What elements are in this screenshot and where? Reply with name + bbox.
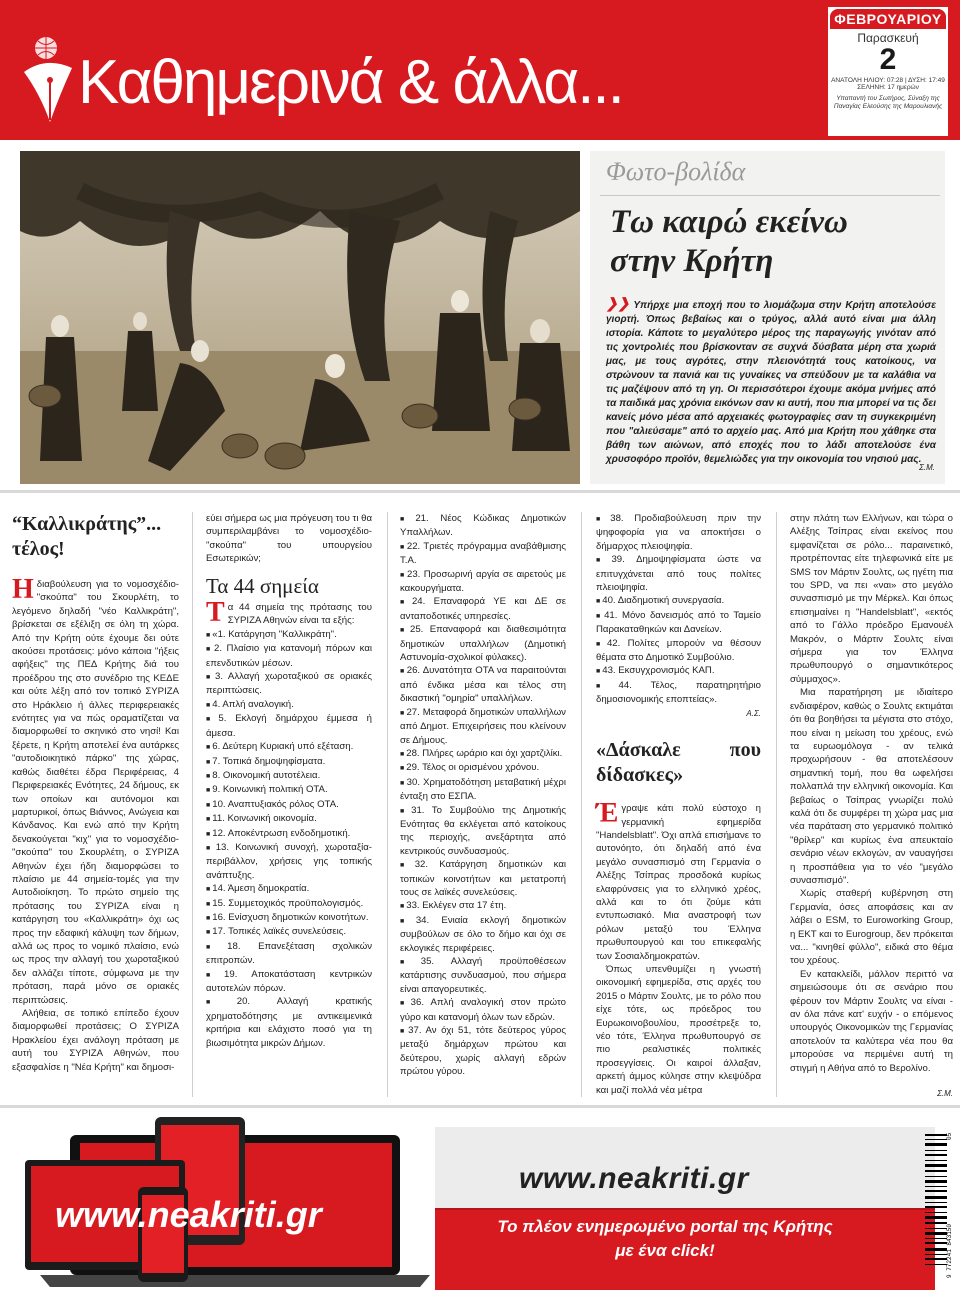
date-box	[826, 5, 950, 138]
article-paragraph: εύει σήμερα ως μια πρόγευση του τι θα συμπεριλαμβάνει το νομοσχέδιο-"σκούπα" του υπουργείου Εσωτερικών;	[206, 513, 373, 565]
signature: Α.Σ.	[746, 708, 761, 718]
list-item: ■ 35. Αλλαγή προϋποθέσεων κατάρτισης συνδυασμού, που σήμερα είναι απαγορευτικές.	[400, 955, 566, 996]
signature: Σ.Μ.	[937, 1089, 953, 1099]
list-item: ■ 24. Επαναφορά ΥΕ και ΔΕ σε ανταποδοτικές υπηρεσίες.	[400, 595, 566, 623]
list-item: ■ 15. Συμμετοχικός προϋπολογισμός.	[206, 897, 372, 911]
column-daskale	[596, 512, 761, 1097]
points-list	[596, 512, 761, 707]
ad-banner	[435, 1127, 935, 1290]
moon-phase: ΣΕΛΗΝΗ: 17 ημερών	[857, 84, 919, 91]
article-paragraph: Αλήθεια, σε τοπικό επίπεδο έχουν διαμορφωθεί προτάσεις; Ο ΣΥΡΙΖΑ Ηρακλείου έχει ανάλογη πρόταση με αυτή του ΣΥΡΙΖΑ Αθηνών, που εξασφαλίσε η "Νέα Κρήτη" και δημοσι-	[12, 1008, 179, 1073]
feature-body	[606, 296, 936, 467]
ad-url[interactable]: www.neakriti.gr	[519, 1162, 749, 1195]
list-item: ■ 39. Δημοψηφίσματα ώστε να επιτυγχάνεται από τους πολίτες πλειοψηφία.	[596, 553, 761, 594]
list-item: ■ «1. Κατάργηση "Καλλικράτη".	[206, 628, 372, 642]
issue-code: 05	[946, 1132, 953, 1140]
saint-of-day: Υπαπαντή του Σωτήρος, Σύναξη της Παναγίας Ελεούσης της Μαρουλιανής	[833, 95, 943, 110]
quote-mark-icon: ❯❯	[606, 295, 630, 311]
list-item: ■ 37. Αν όχι 51, τότε δεύτερος γύρος μεταξύ δημάρχων πρώτου και δεύτερου, χωρίς αλλαγή εδρών πρώτου γύρου.	[400, 1024, 566, 1079]
paragraph-text: διαβούλευση για το νομοσχέδιο-"σκούπα" του Σκουρλέτη, το λεγόμενο δηλαδή "νέο Καλλικράτη", βρίσκεται σε εξέλιξη σε όλη τη χώρα. Από την Κρήτη ούτε έχουμε δει ούτε ακούσει προτάσεις: μόνο κάποια "ήξεις αφήξεις" της ΠΕΔ Κρήτης διά του προέδρου της στο συνέδριο της ΚΕΔΕ και ούτε λέξη από τον τοπικό ΣΥΡΙΖΑ στο Ηράκλειο ή άλλες περιφερειακές ενότητες για να πώς οραματίζεται να διαμορφωθεί το σκηνικό στο νησί! Και ξέρετε, η Κρήτη αποτελεί ένα αυτάρκες "αυτοδιοικητικό πάρκο" της χώρας, καθώς διαθέτει έδρα Περιφέρειας, 4 Περιφερειακές Ενότητες, 24 δήμους, εκ των οποίων και αυτόνομοι και μαρτυρικοί, όπως Βιάννος, Ανώγεια και Κάνδανος. Και ενώ από την Κρήτη δενακούγεται "κιχ" για το νομοσχέδιο-"σκούπα" του Σκουρλέτη, ο ΣΥΡΙΖΑ Αθηνών έχει ήδη διαμορφώσει το πλαίσιο με 44 σημεία-τομές για την Αυτοδιοίκηση. Το πρώτο σημείο της πρότασης του ΣΥΡΙΖΑ είναι η κατάργηση του «Καλλικράτη» όχι ως προς την εδαφική κάλυψη των δήμων, αλλά ως προς το νομικό πλαίσιο, ενώ ως προς την αλλαγή του χωροταξικού δεν αλλάζει τίποτε, σύμφωνα με την πρόταση, παρά μόνο σε οριακές περιπτώσεις.	[12, 579, 179, 1006]
column-kallikratis	[12, 512, 179, 1074]
article-paragraph: στην πλάτη των Ελλήνων, και τώρα ο Αλέξης Τσίπρας είναι εκείνος που εμφανίζεται σε ρόλο... παραινετικό, προτρέποντας είτε τηλεφωνικά είτε με SMS τον Μάρτιν Σουλτς, ως ηγέτη πια του SPD, να πει «ναι» στο μεγάλο συνασπισμό με την Μέρκελ. Και όπως επισημαίνει η "Handelsblatt", «εκτός από το Γάλλο πρόεδρο Εμανουέλ Μακρόν, ο Μάρτιν Σουλτς είναι σήμερα για τον Έλληνα πρωθυπουργό ο σημαντικότερος σύμμαχος».	[790, 513, 953, 685]
article-paragraph	[206, 597, 372, 629]
barcode-icon	[925, 1128, 953, 1286]
paragraph-text: α 44 σημεία της πρότασης του ΣΥΡΙΖΑ Αθηνών είναι τα εξής:	[227, 602, 372, 627]
column-divider	[192, 512, 193, 1097]
list-item: ■ 22. Τριετές πρόγραμμα αναβάθμισης Τ.Α.	[400, 540, 566, 568]
article-paragraph: Εν κατακλείδι, μάλλον περιττό να σημειώσουμε ότι σε σενάριο που φέρουν τον Μάρτιν Σουλτς να είναι - αν όλα πάνε κατ' ευχήν - ο επόμενος υπουργός Οικονομικών της Γερμανίας αποτελούν τα καλύτερα νέα που θα μπορούσε να περιμένει αυτή τη στιγμή η Αθήνα από το Βερολίνο.	[790, 968, 953, 1074]
article-paragraph: Όπως υπενθυμίζει η γνωστή οικονομική εφημερίδα, στις αρχές του 2015 ο Μάρτιν Σουλτς, με το ρόλο που είχε τότε, ως πρόεδρος του Ευρωκοινοβουλίου, προσέτρεξε το, νέο τότε, Έλληνα πρωθυπουργό σε πιο ρεαλιστικές πολιτικές προσεγγίσεις. Οι καιροί άλλαξαν, αρκετή άμμος κύλησε στην κλεψύδρα και μαζί πολλά νέα μέτρα	[596, 963, 761, 1096]
ad-tagline	[465, 1215, 865, 1263]
list-item: ■ 42. Πολίτες μπορούν να θέσουν θέματα στο Δημοτικό Συμβούλιο.	[596, 637, 761, 665]
article-heading: “Καλλικράτης”... τέλος!	[12, 513, 162, 560]
column-schulz	[790, 512, 953, 1100]
column-divider	[581, 512, 582, 1097]
ad-tagline-line-1: Το πλέον ενημερωμένο portal της Κρήτης	[497, 1217, 833, 1236]
list-item: ■ 16. Ενίσχυση δημοτικών κοινοτήτων.	[206, 911, 372, 925]
list-item: ■ 34. Ενιαία εκλογή δημοτικών συμβούλων σε όλο το δήμο και όχι σε εκλογικές περιφέρειες.	[400, 914, 566, 955]
drop-cap: Έ	[596, 798, 619, 830]
list-item: ■ 40. Διαδημοτική συνεργασία.	[596, 594, 761, 608]
list-item: ■ 8. Οικονομική αυτοτέλεια.	[206, 769, 372, 783]
paragraph-text: γραψε κάτι πολύ εύστοχο η γερμανική εφημερίδα "Handelsblatt". Όχι απλά επισήμανε το αυτονόητο, ότι δηλαδή από ένα μεγάλο συνασπισμό στη Γερμανία ο Αλέξης Τσίπρας προσδοκά κυρίως ελαφρύνσεις για το ελληνικό χρέος, αλλά και το ότι ζούμε κάτι εντυπωσιακό. Μια αναστροφή των ρόλων μεταξύ του Έλληνα πρωθυπουργού και του επικεφαλής των Σοσιαλδημοκρατών.	[596, 803, 761, 962]
list-item: ■ 19. Αποκατάσταση κεντρικών αυτοτελών πόρων.	[206, 968, 372, 996]
masthead-title: Καθημερινά & άλλα...	[78, 48, 623, 117]
day-name: Παρασκευή	[857, 31, 919, 45]
article-heading: «Δάσκαλε που δίδασκες»	[596, 739, 761, 787]
list-item: ■ 33. Εκλέγεν στα 17 έτη.	[400, 899, 566, 913]
list-item: ■ 6. Δεύτερη Κυριακή υπό εξέταση.	[206, 740, 372, 754]
list-item: ■ 13. Κοινωνική συνοχή, χωροταξία-περιβάλλον, χρήσεις γης τοπικής ανάπτυξης.	[206, 841, 372, 882]
photo-feature-box	[590, 151, 945, 484]
drop-cap: Τ	[206, 597, 225, 629]
list-item: ■ 20. Αλλαγή κρατικής χρηματοδότησης με αντικειμενικά κριτήρια και ελάχιστο ποσό για τη βιωσιμότητα μικρών Δήμων.	[206, 995, 372, 1050]
feature-signature: Σ.Μ.	[919, 463, 935, 472]
list-item: ■ 29. Τέλος οι ορισμένου χρόνου.	[400, 761, 566, 775]
list-item: ■ 25. Επαναφορά και διαθεσιμότητα δημοτικών υπαλλήλων (Δημοτική Αστυνομία-σχολικοί φύλακες).	[400, 623, 566, 664]
divider	[600, 195, 940, 196]
divider	[0, 1105, 960, 1108]
list-item: ■ 32. Κατάργηση δημοτικών και τοπικών κοινοτήτων και μετατροπή τους σε λαϊκές συνελεύσεις.	[400, 858, 566, 899]
list-item: ■ 41. Μόνο δανεισμός από το Ταμείο Παρακαταθηκών και Δανείων.	[596, 609, 761, 637]
list-item: ■ 44. Τέλος, παρατηρητήριο δημοσιονομικής εποπτείας».	[596, 679, 761, 707]
list-item: ■ 17. Τοπικές λαϊκές συνελεύσεις.	[206, 925, 372, 939]
list-item: ■ 38. Προδιαβούλευση πριν την ψηφοφορία για να αποκτήσει ο δήμαρχος πλειοψηφία.	[596, 512, 761, 553]
list-item: ■ 2. Πλαίσιο για κατανομή πόρων και επενδυτικών μέσων.	[206, 642, 372, 670]
article-paragraph	[12, 574, 179, 1007]
column-44-points-b	[400, 512, 566, 1079]
list-item: ■ 3. Αλλαγή χωροταξικού σε οριακές περιπτώσεις.	[206, 670, 372, 698]
screen-url: www.neakriti.gr	[55, 1194, 322, 1235]
masthead	[0, 0, 960, 140]
list-item: ■ 23. Προσωρινή αργία σε αιρετούς με κακουργήματα.	[400, 568, 566, 596]
list-item: ■ 28. Πλήρες ωράριο και όχι χαρτζιλίκι.	[400, 747, 566, 761]
points-list	[206, 628, 372, 1050]
column-44-points-a	[206, 512, 372, 1050]
list-item: ■ 7. Τοπικά δημοψηφίσματα.	[206, 755, 372, 769]
month-label: ΦΕΒΡΟΥΑΡΙΟΥ	[830, 9, 946, 29]
column-divider	[776, 512, 777, 1097]
list-item: ■ 26. Δυνατότητα ΟΤΑ να παραιτούνται από ένδικα μέσα και τέλος στη δικαστική "ομηρία" υπαλλήλων.	[400, 664, 566, 705]
list-item: ■ 36. Απλή αναλογική στον πρώτο γύρο και κατανομή όλων των εδρών.	[400, 996, 566, 1024]
section-label: Φωτο-βολίδα	[606, 157, 746, 186]
list-item: ■ 9. Κοινωνική πολιτική ΟΤΑ.	[206, 783, 372, 797]
article-subheading: Τα 44 σημεία	[206, 573, 319, 598]
article-paragraph: Μια παρατήρηση με ιδιαίτερο ενδιαφέρον, καθώς ο Σουλτς εκτιμάται ότι θα βοηθήσει τα μέγιστα στο στόχο, που είναι η μείωση του χρέους, ενώ τα ευρωομόλογα - αν τελικά προχωρήσουν - θα αποτελέσουν σημαντική τομή, που θα ωφελήσει πολλαπλά την ελληνική οικονομία. Και βεβαίως ο Τσίπρας γνωρίζει πολύ καλά ότι δε συμφέρει τη χώρα μας μια νέα παράταση στο γερμανικό πολιτικό "θρίλερ" και κυρίως ένα απευκταίο σενάριο νέων εκλογών, αν ναυαγήσει η προσπάθεια για το νέο "μεγάλο συνασπισμό".	[790, 687, 953, 886]
archive-photo-olive-harvest	[20, 151, 580, 484]
column-divider	[387, 512, 388, 1097]
feature-title-line-1: Τω καιρώ εκείνω	[610, 204, 848, 240]
quill-globe-logo-icon	[20, 34, 78, 126]
drop-cap: Η	[12, 574, 34, 605]
article-paragraph: Χωρίς σταθερή κυβέρνηση στη Γερμανία, όσες αποφάσεις και αν λάβει ο ESM, το Euroworking Group, η ΕΚΤ και το Eurogroup, δεν πρόκειται να... "κινηθεί φύλλο", ειδικά στο θέμα του χρέους.	[790, 888, 953, 967]
feature-title-line-2: στην Κρήτη	[610, 243, 774, 279]
list-item: ■ 30. Χρηματοδότηση μεταβατική μέχρι ένταξη στο ΕΣΠΑ.	[400, 776, 566, 804]
feature-body-text: Υπήρχε μια εποχή που το λιομάζωμα στην Κρήτη αποτελούσε γιορτή. Όπως βεβαίως και ο τρύγος, αλλά αυτό είναι μια άλλη ιστορία. Κάποτε το μεγαλύτερο μέρος της παραγωγής γινόταν από τις χοντρολιές που βρίσκονταν σε συχνά δύσβατα μέρη στα χωριά μας, με τους αγρότες, στην πλειονότητά τους κατοίκους, να στρώνουν τα πανιά και τις γυναίκες να σπεύδουν με τα καλάθια να τις μαζέψουν από τη γη. Οι περισσότεροι έχουμε ακόμα μνήμες από τα παιδικά μας χρόνια εικόνων σαν κι αυτή, που πια μπορεί να τις δει κανείς μόνο μέσα από αρχειακές φωτογραφίες σαν τη συγκεκριμένη που "αλιεύσαμε" από το αρχείο μας. Από μια Κρήτη που χάθηκε στα βάθη των αιώνων, από εποχές που το λάδι αποτελούσε ένα χρυσοφόρο προϊόν, θεμελιώδες για την οικονομία του νησιού μας.	[606, 300, 936, 465]
divider	[0, 490, 960, 493]
list-item: ■ 10. Αναπτυξιακός ρόλος ΟΤΑ.	[206, 798, 372, 812]
feature-title	[610, 203, 848, 281]
list-item: ■ 5. Εκλογή δημάρχου έμμεσα ή άμεσα.	[206, 712, 372, 740]
list-item: ■ 12. Αποκέντρωση ενδοδημοτική.	[206, 827, 372, 841]
list-item: ■ 14. Άμεση δημοκρατία.	[206, 882, 372, 896]
list-item: ■ 43. Εκσυγχρονισμός ΚΑΠ.	[596, 664, 761, 678]
list-item: ■ 18. Επανεξέταση σχολικών επιτροπών.	[206, 940, 372, 968]
list-item: ■ 11. Κοινωνική οικονομία.	[206, 812, 372, 826]
list-item: ■ 31. Το Συμβούλιο της Δημοτικής Ενότητας θα εκλέγεται από κατοίκους της περιοχής, ανεξάρτητα από κεντρικούς συνδυασμούς.	[400, 804, 566, 859]
barcode-number: 9 772241 843150	[946, 1223, 953, 1278]
device-mockups	[0, 1115, 435, 1290]
ad-tagline-line-2: με ένα click!	[615, 1241, 715, 1260]
list-item: ■ 21. Νέος Κώδικας Δημοτικών Υπαλλήλων.	[400, 512, 566, 540]
neakriti-advertisement[interactable]	[0, 1115, 960, 1290]
list-item: ■ 27. Μεταφορά δημοτικών υπαλλήλων από Δημοτ. Επιχειρήσεις που κλείνουν σε Δήμους.	[400, 706, 566, 747]
list-item: ■ 4. Απλή αναλογική.	[206, 698, 372, 712]
points-list	[400, 512, 566, 1079]
day-number: 2	[879, 43, 897, 76]
sunrise-sunset: ΑΝΑΤΟΛΗ ΗΛΙΟΥ: 07:28 | ΔΥΣΗ: 17:49	[831, 77, 945, 84]
article-paragraph	[596, 798, 761, 963]
